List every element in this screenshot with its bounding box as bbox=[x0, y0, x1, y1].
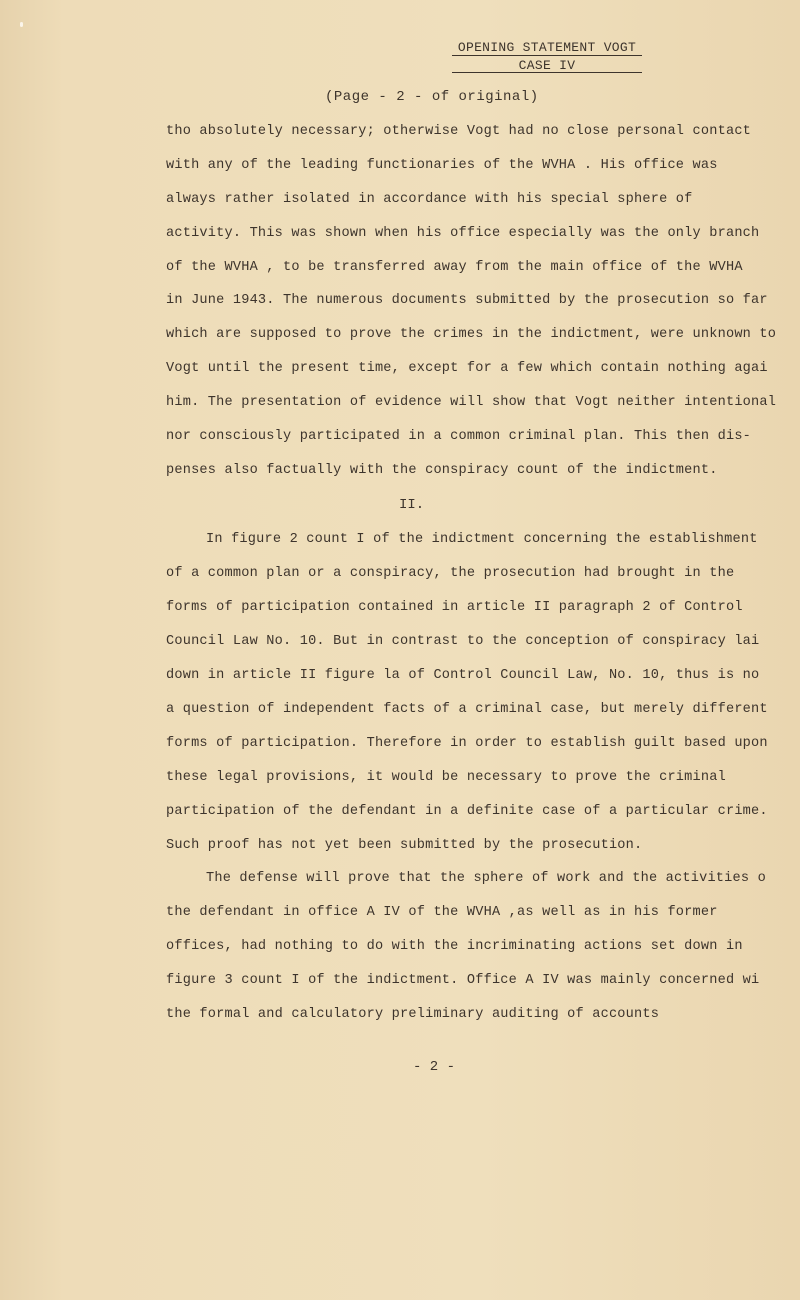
text-line: of a common plan or a conspiracy, the prosecution had brought in the bbox=[166, 566, 735, 581]
header-rule-1 bbox=[452, 55, 642, 56]
text-line: the formal and calculatory preliminary auditing of accounts bbox=[166, 1007, 660, 1022]
text-line: tho absolutely necessary; otherwise Vogt had no close personal contact bbox=[166, 124, 752, 139]
text-line: nor consciously participated in a common criminal plan. This then dis- bbox=[166, 429, 752, 444]
text-line: with any of the leading functionaries of the WVHA . His office was bbox=[166, 158, 718, 173]
text-line: a question of independent facts of a criminal case, but merely different bbox=[166, 702, 768, 717]
text-line: forms of participation contained in article II paragraph 2 of Control bbox=[166, 600, 743, 615]
header-case: CASE IV bbox=[518, 58, 576, 73]
header-title: OPENING STATEMENT VOGT bbox=[457, 40, 637, 55]
text-line: Council Law No. 10. But in contrast to the conception of conspiracy lai bbox=[166, 634, 760, 649]
text-line: down in article II figure la of Control Council Law, No. 10, thus is no bbox=[166, 668, 760, 683]
text-line: offices, had nothing to do with the incriminating actions set down in bbox=[166, 939, 743, 954]
text-line: participation of the defendant in a definite case of a particular crime. bbox=[166, 804, 768, 819]
text-line: Vogt until the present time, except for a few which contain nothing agai bbox=[166, 361, 768, 376]
text-line: Such proof has not yet been submitted by the prosecution. bbox=[166, 838, 643, 853]
text-line: him. The presentation of evidence will show that Vogt neither intentional bbox=[166, 395, 777, 410]
page-note: (Page - 2 - of original) bbox=[325, 89, 539, 105]
page-number: - 2 - bbox=[413, 1059, 456, 1075]
section-heading: II. bbox=[399, 497, 425, 513]
text-line: these legal provisions, it would be necessary to prove the criminal bbox=[166, 770, 726, 785]
text-line: the defendant in office A IV of the WVHA ,as well as in his former bbox=[166, 905, 718, 920]
text-line: activity. This was shown when his office especially was the only branch bbox=[166, 226, 760, 241]
text-line: penses also factually with the conspiracy count of the indictment. bbox=[166, 463, 718, 478]
document-header bbox=[452, 40, 642, 73]
text-line: forms of participation. Therefore in order to establish guilt based upon bbox=[166, 736, 768, 751]
text-line: in June 1943. The numerous documents submitted by the prosecution so far bbox=[166, 293, 768, 308]
paper-speck bbox=[20, 22, 23, 27]
text-line: In figure 2 count I of the indictment concerning the establishment bbox=[206, 532, 758, 547]
text-line: figure 3 count I of the indictment. Office A IV was mainly concerned wi bbox=[166, 973, 760, 988]
text-line: The defense will prove that the sphere of work and the activities o bbox=[206, 871, 766, 886]
text-line: of the WVHA , to be transferred away from the main office of the WVHA bbox=[166, 260, 743, 275]
text-line: which are supposed to prove the crimes in the indictment, were unknown to bbox=[166, 327, 777, 342]
text-line: always rather isolated in accordance with his special sphere of bbox=[166, 192, 693, 207]
